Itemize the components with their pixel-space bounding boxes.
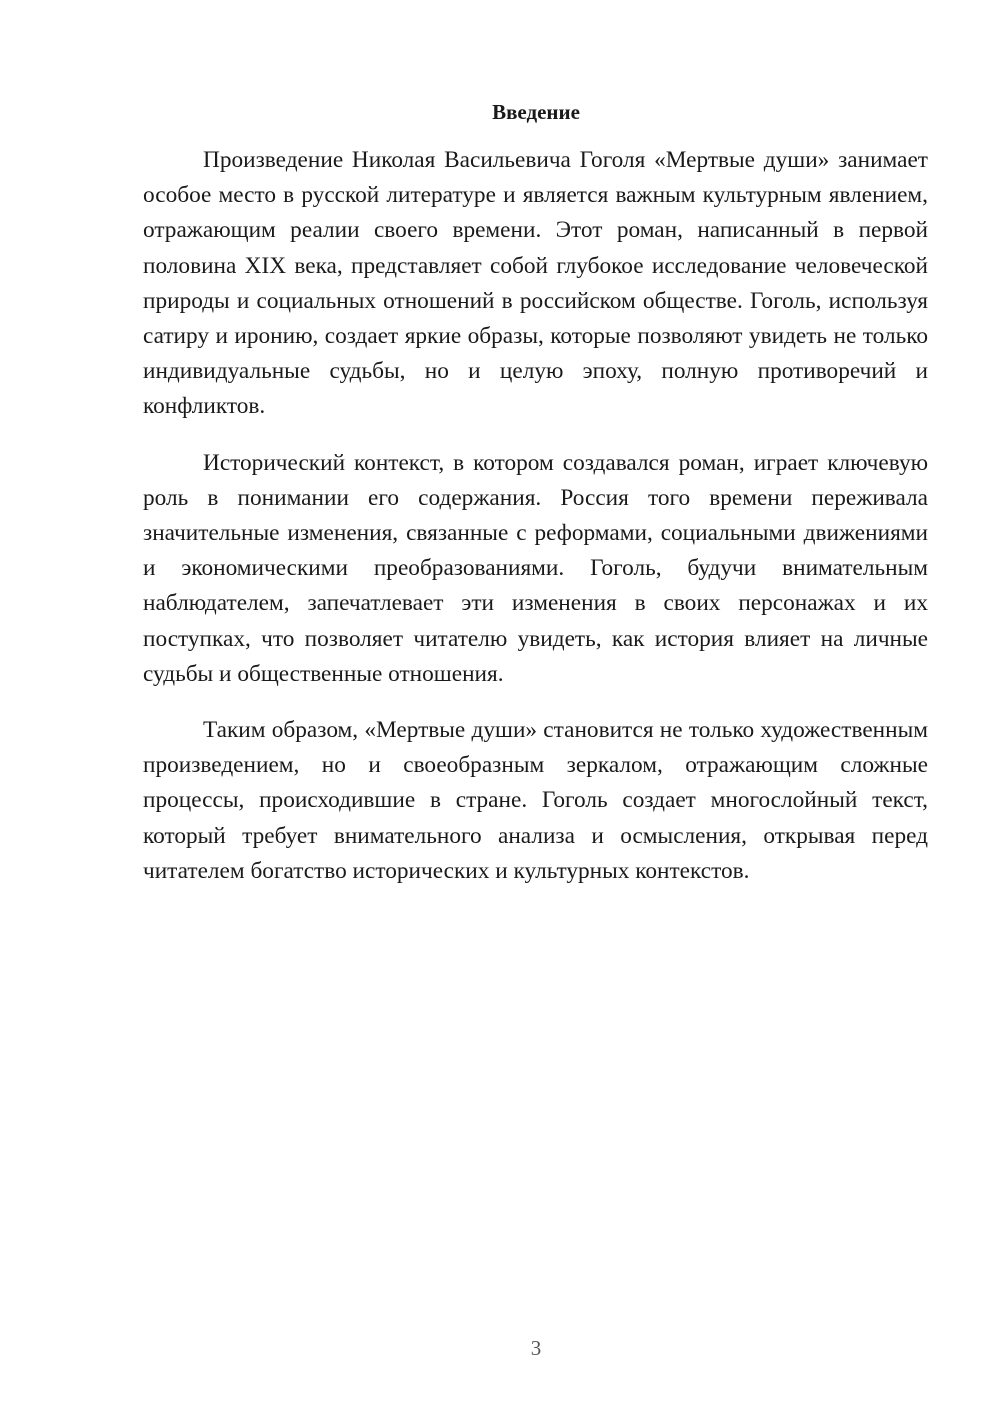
body-text [143, 143, 928, 910]
section-title: Введение [492, 100, 580, 124]
paragraph-introduction: Произведение Николая Васильевича Гоголя «Мертвые души» занимает особое место в русской литературе и является важным культурным явлением, отражающим реалии своего времени. Этот роман, написанный в первой половина XIX века, представляет собой глубокое исследование человеческой природы и социальных отношений в российском обществе. Гоголь, используя сатиру и иронию, создает яркие образы, которые позволяют увидеть не только индивидуальные судьбы, но и целую эпоху, полную противоречий и конфликтов. [143, 147, 928, 420]
paragraph-historical-context: Исторический контекст, в котором создавался роман, играет ключевую роль в понимании его содержания. Россия того времени переживала значительные изменения, связанные с реформами, социальными движениями и экономическими преобразованиями. Гоголь, будучи внимательным наблюдателем, запечатлевает эти изменения в своих персонажах и их поступках, что позволяет читателю увидеть, как история влияет на личные судьбы и общественные отношения. [143, 449, 928, 687]
page-number: 3 [530, 1336, 542, 1360]
paragraph-conclusion: Таким образом, «Мертвые души» становится не только художественным произведением, но и своеобразным зеркалом, отражающим сложные процессы, происходившие в стране. Гоголь создает многослойный текст, который требует внимательного анализа и осмысления, открывая перед читателем богатство исторических и культурных контекстов. [143, 717, 928, 884]
